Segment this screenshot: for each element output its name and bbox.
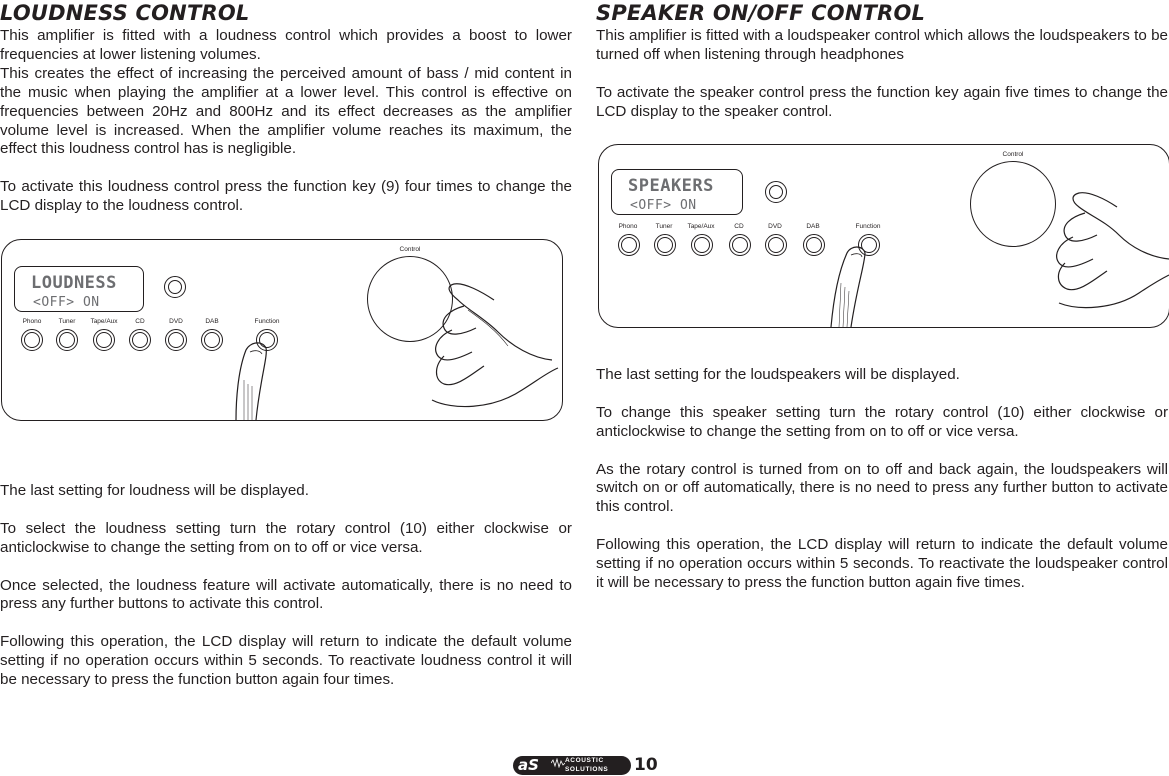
button-label-cd: CD bbox=[734, 223, 744, 230]
button-label-tuner: Tuner bbox=[58, 318, 76, 325]
speaker-intro-1: This amplifier is fitted with a loudspeaker control which allows the loudspeakers to be turned off when listening through headphones bbox=[596, 27, 1168, 63]
button-label-dvd: DVD bbox=[169, 318, 183, 325]
right-column-lower bbox=[596, 366, 1168, 593]
dial-label: Control bbox=[399, 246, 421, 253]
loudness-after-2: To select the loudness setting turn the rotary control (10) either clockwise or anticlockwise to change the setting from on to off or vice versa. bbox=[0, 519, 572, 556]
cd-button bbox=[729, 234, 751, 256]
loudness-intro-1: This amplifier is fitted with a loudness control which provides a boost to lower frequencies at lower listening volumes. bbox=[0, 27, 572, 63]
loudness-intro-2: This creates the effect of increasing the perceived amount of bass / mid content in the music when playing the amplifier at a lower level. This control is effective on frequencies between 20Hz and 800Hz and its effect decreases as the amplifier volume level is increased. When the amplifier volume reaches its maximum, the effect this loudness control has is negligible. bbox=[0, 64, 572, 158]
lcd-line-2: <OFF> ON bbox=[630, 198, 697, 213]
loudness-after-1: The last setting for loudness will be displayed. bbox=[0, 482, 309, 499]
speaker-after-3: As the rotary control is turned from on to off and back again, the loudspeakers will switch on or off automatically, there is no need to press any further button to activate this control. bbox=[596, 460, 1168, 516]
left-column bbox=[0, 0, 572, 216]
phono-button bbox=[21, 329, 43, 351]
left-column-lower bbox=[0, 482, 572, 690]
button-label-function: Function bbox=[855, 223, 881, 230]
speaker-after-2: To change this speaker setting turn the rotary control (10) either clockwise or anticlockwise to change the setting from on to off or vice versa. bbox=[596, 403, 1168, 440]
dab-button bbox=[201, 329, 223, 351]
speaker-after-4: Following this operation, the LCD display will return to indicate the default volume setting if no operation occurs within 5 seconds. To reactivate the loudspeaker control it will be necessary to press the function button again five times. bbox=[596, 536, 1168, 591]
speaker-heading: SPEAKER ON/OFF CONTROL bbox=[596, 1, 926, 25]
headphone-socket bbox=[765, 181, 787, 203]
phono-button bbox=[618, 234, 640, 256]
lcd-line-1: LOUDNESS bbox=[31, 273, 117, 293]
hand-turning-dial-icon bbox=[372, 250, 562, 420]
button-label-dab: DAB bbox=[806, 223, 820, 230]
logo-word-acoustic: ACOUSTIC bbox=[565, 757, 604, 764]
dvd-button bbox=[765, 234, 787, 256]
hand-turning-dial-icon bbox=[999, 163, 1169, 313]
loudness-front-panel-illustration bbox=[1, 239, 563, 421]
button-label-phono: Phono bbox=[618, 223, 638, 230]
page-number: 10 bbox=[634, 755, 658, 775]
logo-word-solutions: SOLUTIONS bbox=[565, 766, 609, 773]
button-label-dvd: DVD bbox=[768, 223, 782, 230]
dvd-button bbox=[165, 329, 187, 351]
waveform-icon bbox=[551, 758, 565, 768]
speaker-front-panel-illustration bbox=[598, 144, 1169, 328]
loudness-heading: LOUDNESS CONTROL bbox=[0, 1, 250, 25]
tuner-button bbox=[654, 234, 676, 256]
cd-button bbox=[129, 329, 151, 351]
lcd-display bbox=[611, 169, 743, 215]
logo-mark: aS bbox=[518, 756, 539, 774]
button-label-tape-aux: Tape/Aux bbox=[90, 318, 118, 325]
lcd-display bbox=[14, 266, 144, 312]
button-label-phono: Phono bbox=[22, 318, 42, 325]
button-label-cd: CD bbox=[135, 318, 145, 325]
finger-pressing-icon bbox=[821, 241, 881, 327]
lcd-line-2: <OFF> ON bbox=[33, 295, 100, 310]
loudness-after-3: Once selected, the loudness feature will activate automatically, there is no need to press any further buttons to activate this control. bbox=[0, 576, 572, 613]
loudness-activate: To activate this loudness control press the function key (9) four times to change the LCD display to the loudness control. bbox=[0, 178, 572, 215]
acoustic-solutions-logo bbox=[513, 756, 631, 775]
right-column bbox=[596, 0, 1168, 122]
button-label-tuner: Tuner bbox=[655, 223, 673, 230]
button-label-tape-aux: Tape/Aux bbox=[687, 223, 715, 230]
button-label-dab: DAB bbox=[205, 318, 219, 325]
speaker-after-1: The last setting for the loudspeakers will be displayed. bbox=[596, 366, 960, 383]
footer bbox=[513, 754, 658, 776]
tape-aux-button bbox=[93, 329, 115, 351]
lcd-line-1: SPEAKERS bbox=[628, 176, 714, 196]
tape-aux-button bbox=[691, 234, 713, 256]
speaker-activate: To activate the speaker control press the function key again five times to change the LCD display to the speaker control. bbox=[596, 83, 1168, 120]
finger-pressing-icon bbox=[222, 340, 282, 420]
headphone-socket bbox=[164, 276, 186, 298]
button-label-function: Function bbox=[254, 318, 280, 325]
dial-label: Control bbox=[1002, 151, 1024, 158]
tuner-button bbox=[56, 329, 78, 351]
loudness-after-4: Following this operation, the LCD display will return to indicate the default volume setting if no operation occurs within 5 seconds. To reactivate loudness control it will be necessary to press the function button again four times. bbox=[0, 633, 572, 689]
